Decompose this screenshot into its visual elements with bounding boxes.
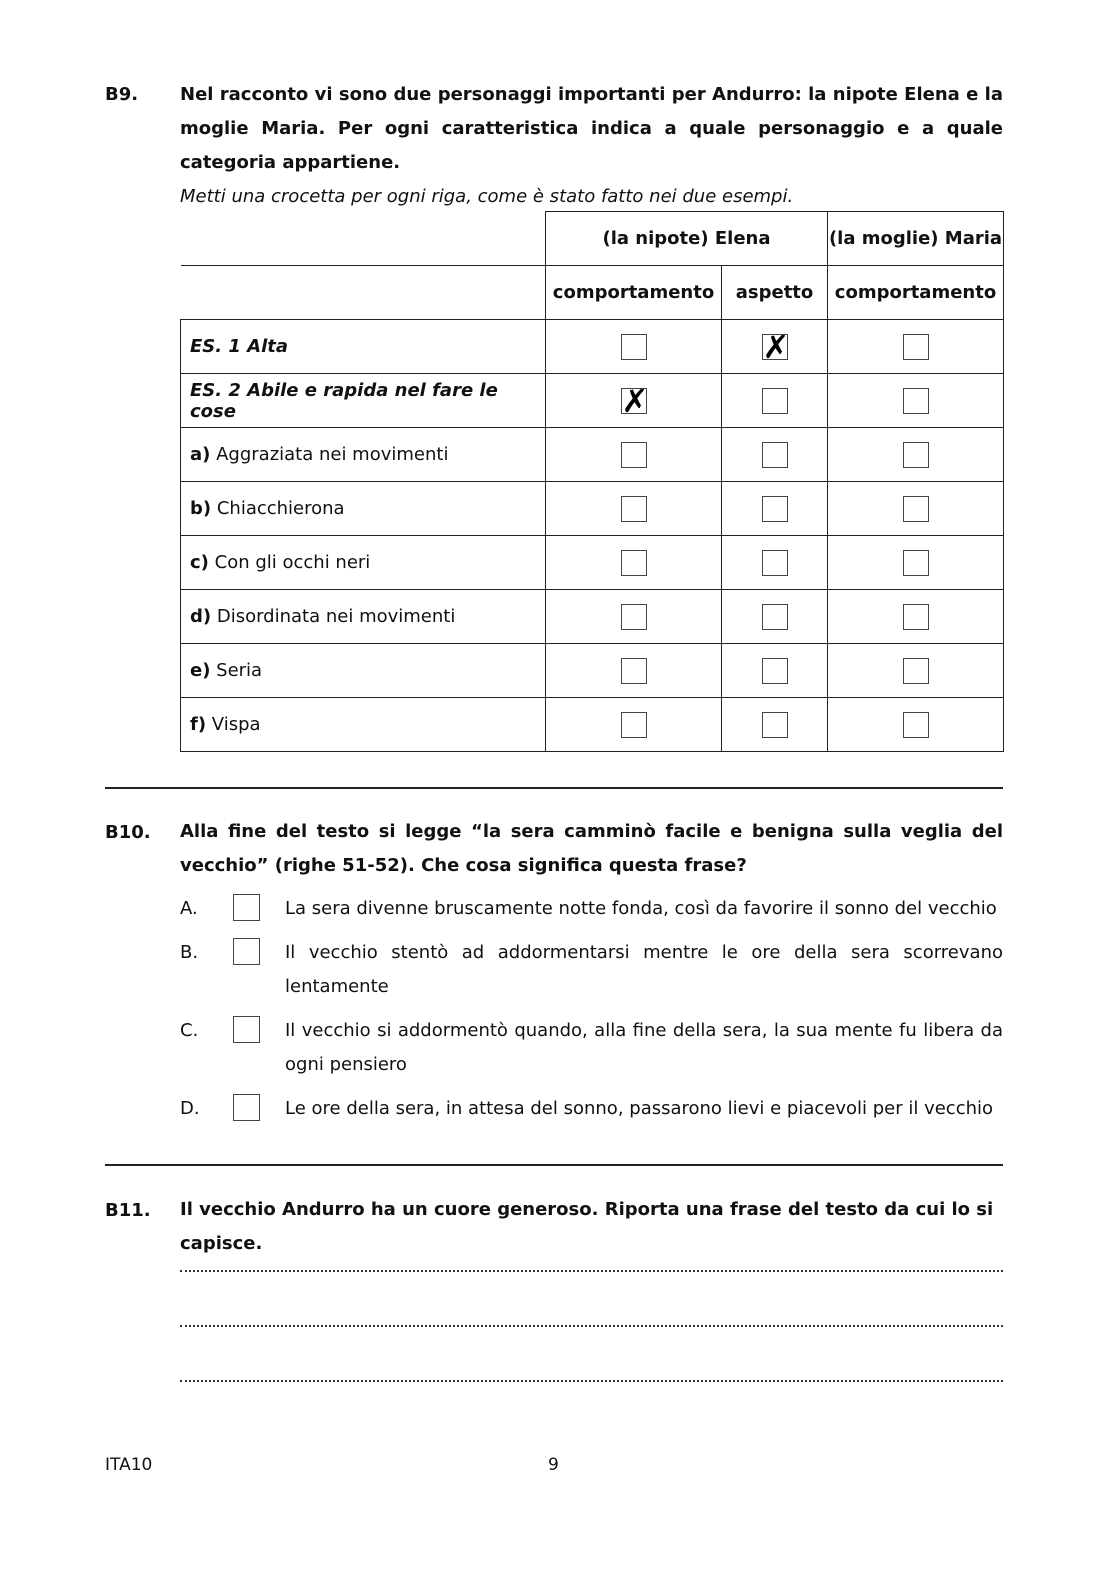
- table-row: [181, 644, 1004, 698]
- row-cell: [546, 698, 722, 752]
- header-maria: (la moglie) Maria: [828, 212, 1004, 266]
- row-cell: [722, 644, 828, 698]
- table-row: [181, 320, 1004, 374]
- option-letter: C.: [180, 1020, 199, 1041]
- option-text: La sera divenne bruscamente notte fonda, così da favorire il sonno del vecchio: [285, 898, 997, 919]
- answer-line[interactable]: [180, 1325, 1003, 1327]
- row-text: Seria: [210, 660, 263, 681]
- row-prefix: e): [190, 660, 211, 681]
- checkbox[interactable]: [903, 388, 929, 414]
- checkbox[interactable]: [762, 388, 788, 414]
- table-row: [181, 428, 1004, 482]
- checkbox[interactable]: [762, 496, 788, 522]
- option-text: Le ore della sera, in attesa del sonno, passarono lievi e piacevoli per il vecchio: [285, 1098, 994, 1119]
- header-elena: (la nipote) Elena: [546, 212, 828, 266]
- checkbox[interactable]: [762, 442, 788, 468]
- checkbox[interactable]: [621, 658, 647, 684]
- row-cell: [828, 536, 1004, 590]
- row-label: [181, 644, 546, 698]
- header-elena-comportamento: comportamento: [546, 266, 722, 320]
- checkbox[interactable]: [903, 604, 929, 630]
- row-label: [181, 536, 546, 590]
- row-text: Vispa: [206, 714, 261, 735]
- checkbox[interactable]: [762, 327, 790, 366]
- question-b9-prompt: Nel racconto vi sono due personaggi importanti per Andurro: la nipote Elena e la moglie Maria. Per ogni caratteristica indica a quale personaggio e a quale categoria appartiene.: [180, 84, 1003, 173]
- option-text: Il vecchio si addormentò quando, alla fine della sera, la sua mente fu libera da ogni pensiero: [285, 1020, 1003, 1075]
- checkbox[interactable]: [621, 496, 647, 522]
- checkbox[interactable]: [762, 550, 788, 576]
- row-label: [181, 698, 546, 752]
- row-cell: [828, 428, 1004, 482]
- divider: [105, 1164, 1003, 1166]
- option-b-checkbox[interactable]: [233, 938, 260, 965]
- table-row: [181, 374, 1004, 428]
- option-c[interactable]: [180, 1014, 1003, 1082]
- row-label: [181, 374, 546, 428]
- b9-table: [180, 211, 1004, 752]
- question-b10: [180, 815, 1003, 883]
- checkbox[interactable]: [903, 334, 929, 360]
- row-cell: [722, 590, 828, 644]
- question-b11: [180, 1193, 1003, 1261]
- row-cell: [828, 374, 1004, 428]
- check-mark-icon: ✗: [762, 327, 790, 366]
- row-cell: [722, 536, 828, 590]
- checkbox[interactable]: [762, 658, 788, 684]
- checkbox[interactable]: [903, 658, 929, 684]
- row-cell: [546, 320, 722, 374]
- option-d-checkbox[interactable]: [233, 1094, 260, 1121]
- row-cell: [722, 320, 828, 374]
- table-row: [181, 698, 1004, 752]
- row-cell: [546, 428, 722, 482]
- checkbox[interactable]: [762, 604, 788, 630]
- option-a[interactable]: [180, 892, 1003, 926]
- answer-line[interactable]: [180, 1380, 1003, 1382]
- checkbox[interactable]: [621, 550, 647, 576]
- row-cell: [546, 644, 722, 698]
- row-prefix: f): [190, 714, 207, 735]
- question-b9-instruction: Metti una crocetta per ogni riga, come è stato fatto nei due esempi.: [180, 186, 794, 207]
- divider: [105, 787, 1003, 789]
- header-elena-aspetto: aspetto: [722, 266, 828, 320]
- table-row: [181, 482, 1004, 536]
- row-prefix: c): [190, 552, 209, 573]
- checkbox[interactable]: [903, 550, 929, 576]
- question-number-b11: B11.: [105, 1200, 151, 1221]
- option-text: Il vecchio stentò ad addormentarsi mentre le ore della sera scorrevano lentamente: [285, 942, 1003, 997]
- question-b9: [180, 78, 1003, 214]
- checkbox[interactable]: [621, 442, 647, 468]
- table-row: [181, 536, 1004, 590]
- row-label: [181, 428, 546, 482]
- option-letter: B.: [180, 942, 199, 963]
- check-mark-icon: ✗: [621, 381, 649, 420]
- row-cell: [722, 428, 828, 482]
- row-cell: [828, 320, 1004, 374]
- example-label: ES. 1 Alta: [190, 336, 289, 357]
- row-cell: [828, 482, 1004, 536]
- row-text: Chiacchierona: [211, 498, 345, 519]
- option-letter: D.: [180, 1098, 200, 1119]
- row-cell: [722, 374, 828, 428]
- option-d[interactable]: [180, 1092, 1003, 1126]
- row-label: [181, 482, 546, 536]
- page-number: 9: [548, 1455, 559, 1475]
- row-cell: [546, 536, 722, 590]
- question-b11-prompt: Il vecchio Andurro ha un cuore generoso. Riporta una frase del testo da cui lo si capisce.: [180, 1199, 994, 1254]
- table-row: [181, 590, 1004, 644]
- option-letter: A.: [180, 898, 198, 919]
- row-text: Aggraziata nei movimenti: [210, 444, 449, 465]
- row-cell: [828, 644, 1004, 698]
- answer-line[interactable]: [180, 1270, 1003, 1272]
- row-label: [181, 320, 546, 374]
- row-text: Con gli occhi neri: [208, 552, 371, 573]
- question-number-b9: B9.: [105, 84, 139, 105]
- row-prefix: d): [190, 606, 212, 627]
- row-prefix: a): [190, 444, 211, 465]
- checkbox[interactable]: [621, 604, 647, 630]
- option-c-checkbox[interactable]: [233, 1016, 260, 1043]
- row-cell: [722, 482, 828, 536]
- checkbox[interactable]: [621, 381, 649, 420]
- checkbox[interactable]: [621, 334, 647, 360]
- row-cell: [722, 698, 828, 752]
- row-cell: [546, 374, 722, 428]
- checkbox[interactable]: [903, 712, 929, 738]
- option-b[interactable]: [180, 936, 1003, 1004]
- row-cell: [546, 482, 722, 536]
- checkbox[interactable]: [903, 442, 929, 468]
- example-label: ES. 2 Abile e rapida nel fare le cose: [190, 379, 498, 422]
- row-cell: [828, 698, 1004, 752]
- row-cell: [546, 590, 722, 644]
- checkbox[interactable]: [762, 712, 788, 738]
- header-maria-comportamento: comportamento: [828, 266, 1004, 320]
- footer-code: ITA10: [105, 1455, 153, 1475]
- row-text: Disordinata nei movimenti: [211, 606, 456, 627]
- row-cell: [828, 590, 1004, 644]
- checkbox[interactable]: [621, 712, 647, 738]
- row-label: [181, 590, 546, 644]
- question-number-b10: B10.: [105, 822, 151, 843]
- checkbox[interactable]: [903, 496, 929, 522]
- question-b10-prompt: Alla fine del testo si legge “la sera camminò facile e benigna sulla veglia del vecchio” (righe 51-52). Che cosa significa questa frase?: [180, 821, 1003, 876]
- option-a-checkbox[interactable]: [233, 894, 260, 921]
- row-prefix: b): [190, 498, 212, 519]
